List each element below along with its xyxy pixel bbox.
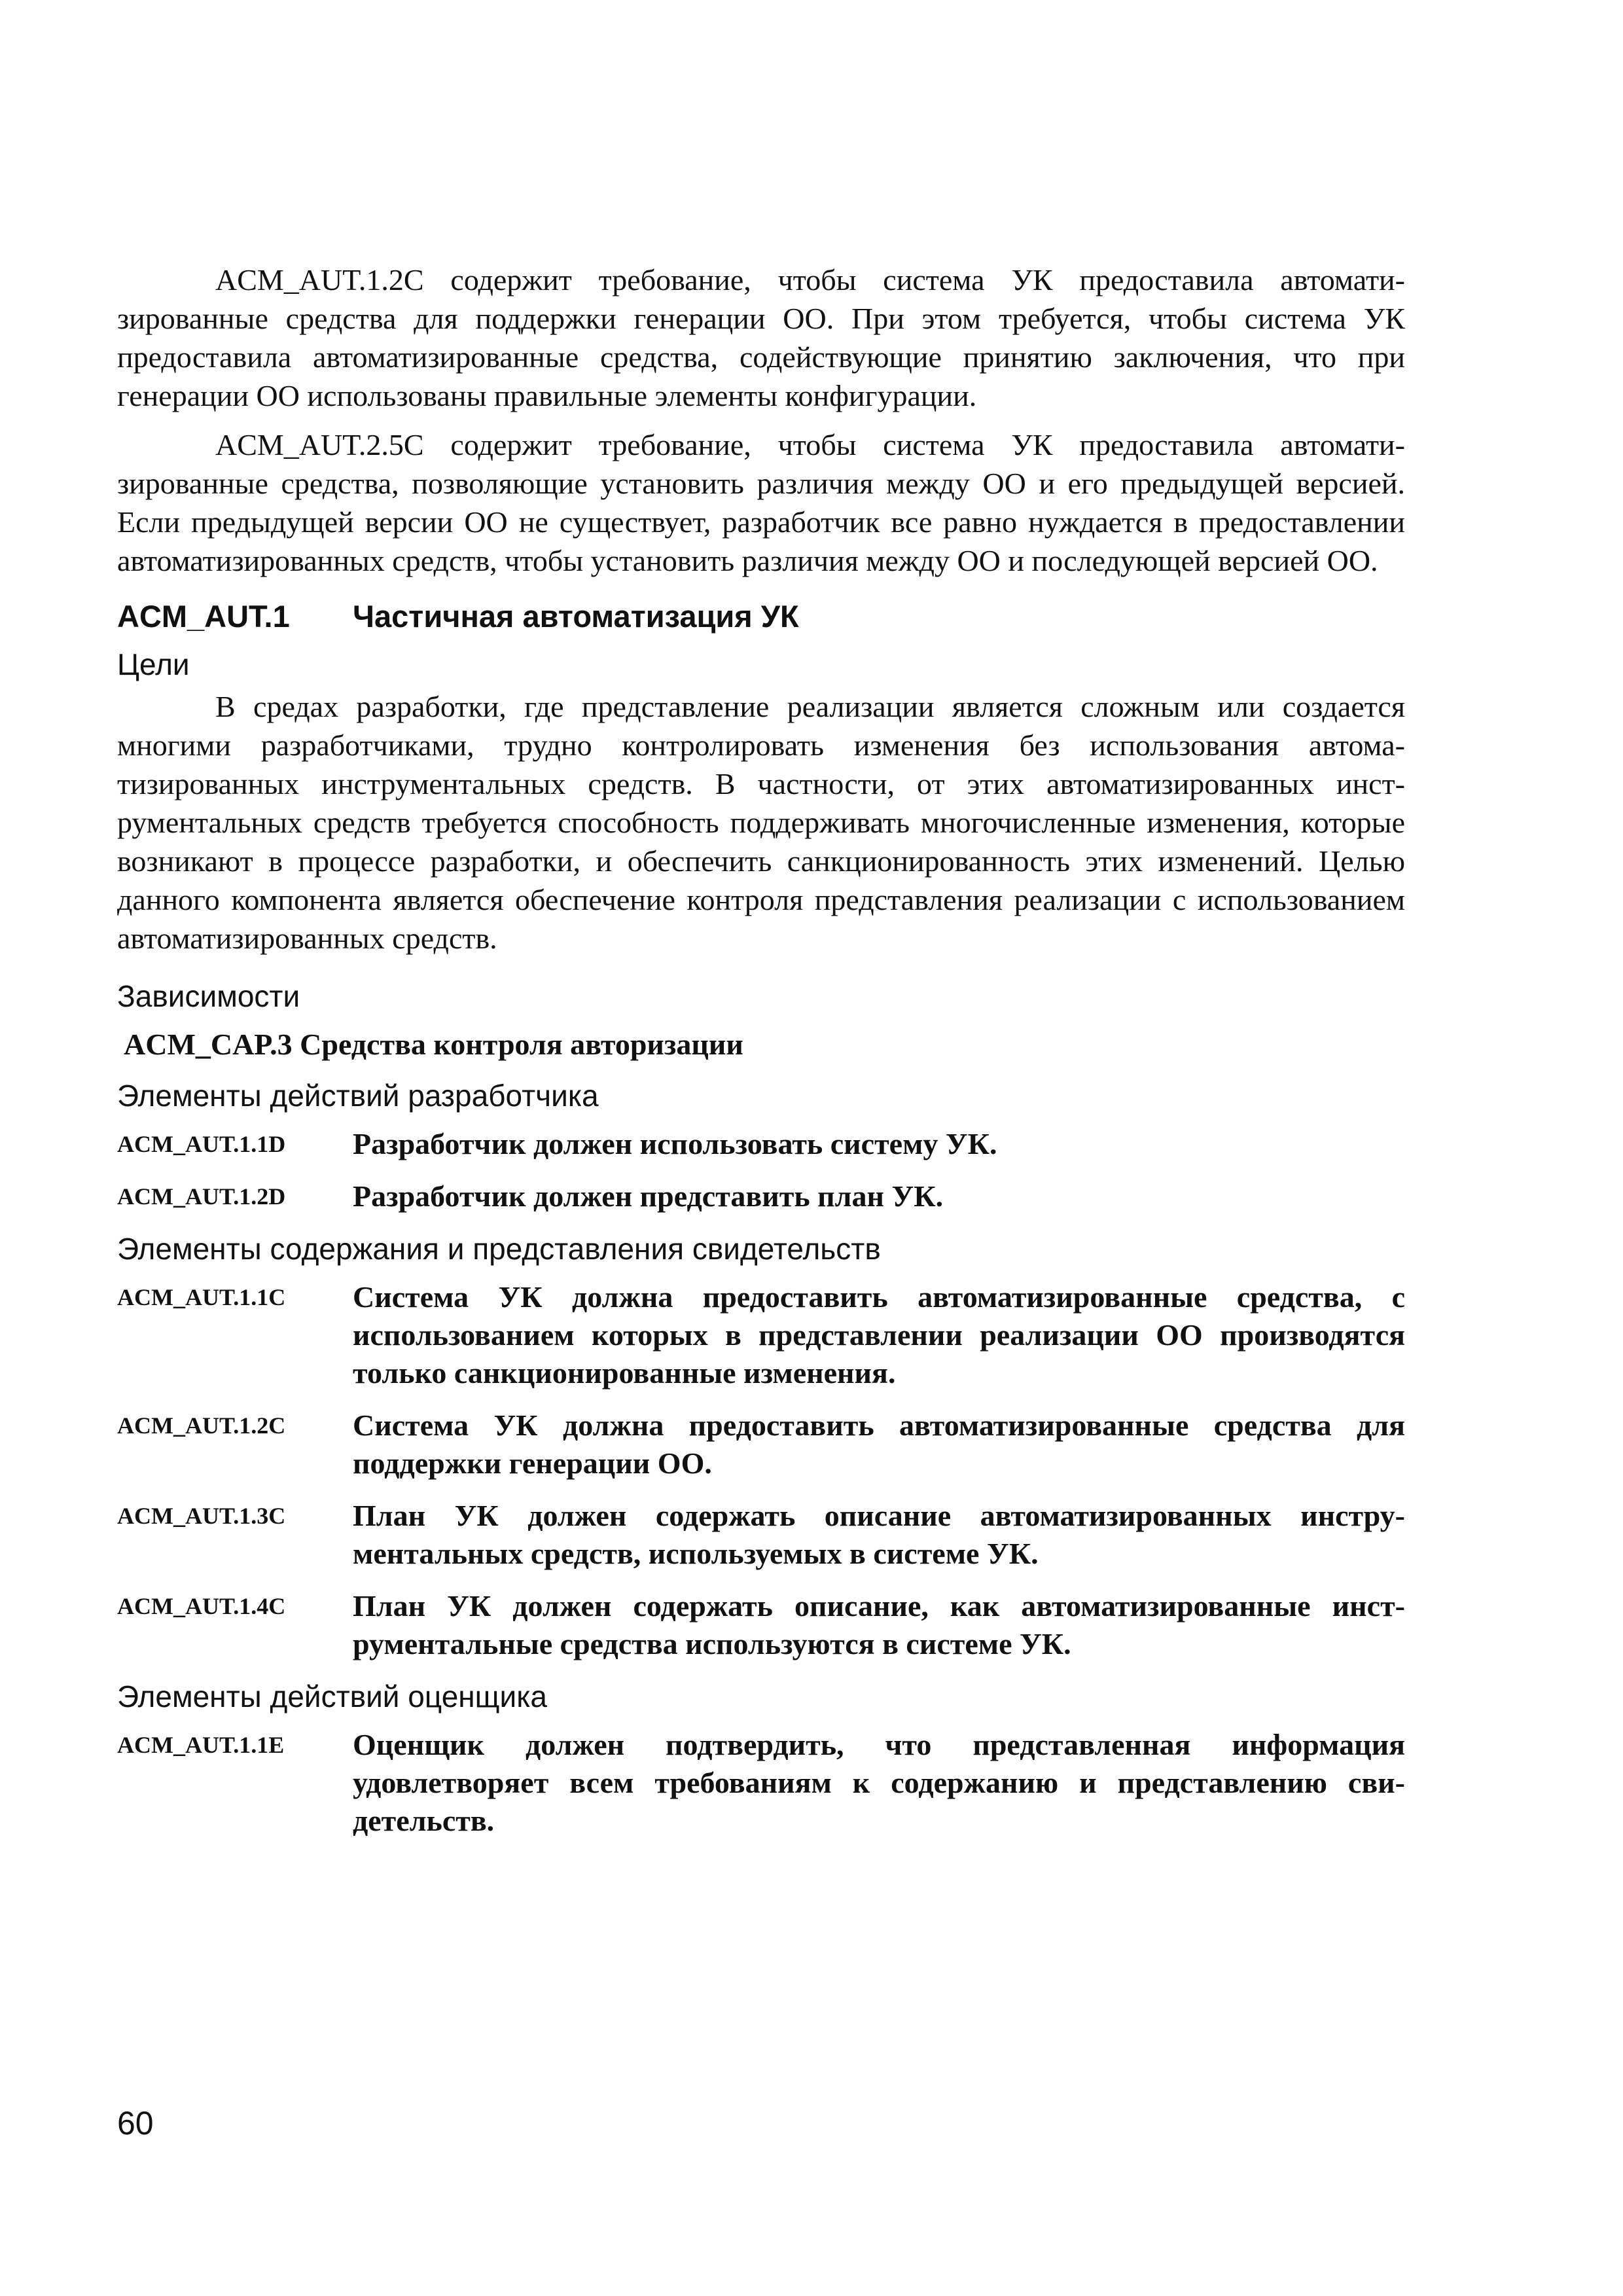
objectives-text: В средах разработки, где представление реализации является сложным или создается многими разработчиками, трудно контролировать изменения без использования автоматизированных инструментальных средств. В частности, от этих автоматизированных инструментальных средств требуется способность поддерживать многочисленные изменения, которые возникают в процессе разработки, и обеспечить санкционированность этих изменений. Целью данного компонента является обеспечение контроля представления реализации с использованием автоматизированных средств.: [117, 690, 1405, 955]
element-text: Разработчик должен представить план УК.: [353, 1179, 944, 1213]
element-row-1-2c: [117, 1407, 1405, 1482]
intro-paragraph-1: ACM_AUT.1.2C содержит требование, чтобы система УК предоставила автоматизированные средства для поддержки генерации ОО. При этом требуется, чтобы система УК предоставила автоматизированные средства, содействующие принятию заключения, что при генерации ОО использованы правильные элементы конфигурации.: [117, 263, 1405, 412]
element-text: Разработчик должен использовать систему УК.: [353, 1127, 997, 1160]
content-elements-heading: Элементы содержания и представления свидетельств: [117, 1232, 881, 1266]
element-code: ACM_AUT.1.2C: [117, 1412, 286, 1439]
element-code: ACM_AUT.1.4C: [117, 1593, 286, 1619]
developer-elements-heading: Элементы действий разработчика: [117, 1079, 599, 1113]
dependencies-heading: Зависимости: [117, 979, 300, 1013]
element-code: ACM_AUT.1.1D: [117, 1131, 286, 1157]
element-row-1-1e: [117, 1726, 1405, 1840]
page-number: 60: [117, 2105, 154, 2142]
element-row-1-1d: [117, 1125, 1405, 1163]
component-heading: [117, 597, 1405, 636]
intro-paragraph-2: ACM_AUT.2.5C содержит требование, чтобы система УК предоставила автоматизированные средства, позволяющие установить различия между ОО и его предыдущей версией. Если предыдущей версии ОО не существует, разработчик все равно нуждается в предоставлении автоматизированных средств, чтобы установить различия между ОО и последующей версией ОО.: [117, 428, 1405, 577]
element-code: ACM_AUT.1.3C: [117, 1503, 286, 1529]
element-code: ACM_AUT.1.2D: [117, 1183, 286, 1210]
element-row-1-4c: [117, 1587, 1405, 1663]
component-title: Частичная автоматизация УК: [353, 599, 799, 634]
element-row-1-1c: [117, 1278, 1405, 1392]
element-text: План УК должен содержать описание, как автоматизированные инструментальные средства используются в системе УК.: [353, 1589, 1405, 1660]
component-code: ACM_AUT.1: [117, 599, 290, 634]
objectives-heading: Цели: [117, 647, 190, 681]
element-code: ACM_AUT.1.1C: [117, 1284, 286, 1310]
element-text: Оценщик должен подтвердить, что представленная информация удовлетворяет всем требованиям к содержанию и представлению свидетельств.: [353, 1728, 1405, 1837]
element-row-1-2d: [117, 1177, 1405, 1215]
element-text: Система УК должна предоставить автоматизированные средства для поддержки генерации ОО.: [353, 1408, 1405, 1480]
page-body: [117, 260, 1405, 1854]
element-row-1-3c: [117, 1497, 1405, 1573]
element-text: Система УК должна предоставить автоматизированные средства, с использованием которых в представлении реализации ОО производятся только санкционированные изменения.: [353, 1280, 1405, 1390]
element-text: План УК должен содержать описание автоматизированных инструментальных средств, используемых в системе УК.: [353, 1499, 1405, 1570]
element-code: ACM_AUT.1.1E: [117, 1732, 285, 1758]
evaluator-elements-heading: Элементы действий оценщика: [117, 1679, 547, 1713]
dependency-item: ACM_CAP.3 Средства контроля авторизации: [124, 1028, 743, 1061]
